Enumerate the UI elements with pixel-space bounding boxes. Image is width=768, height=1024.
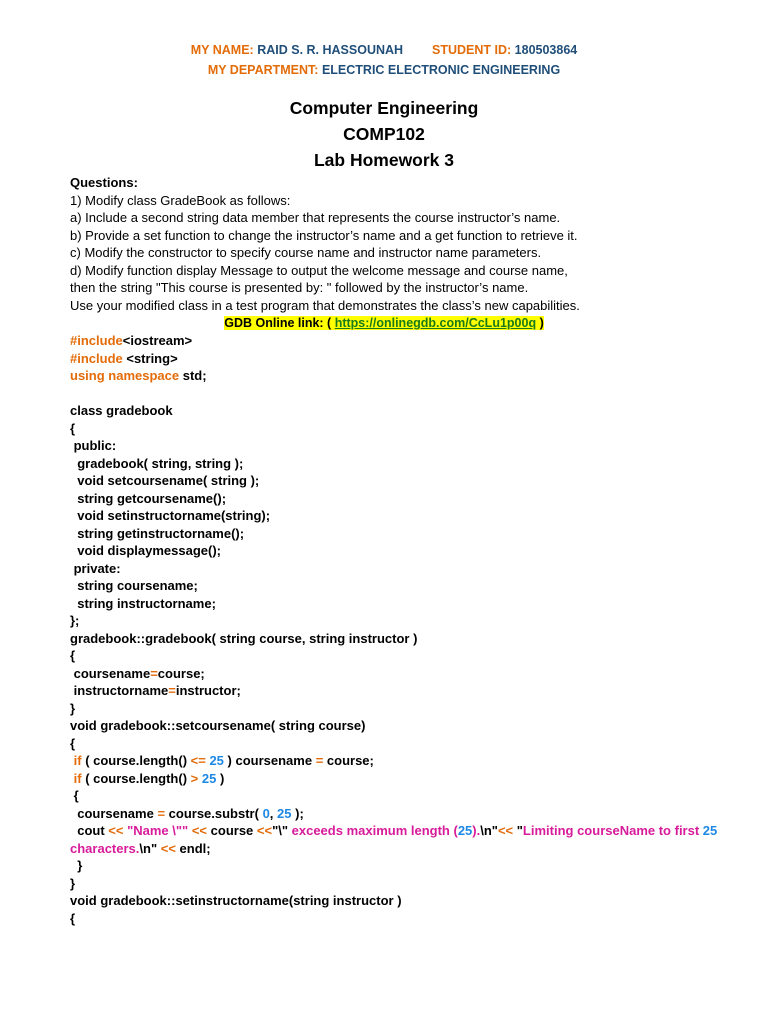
code-line: if ( course.length() > 25 ) [73, 770, 225, 786]
department-line [0, 63, 768, 77]
code-line: { [70, 735, 76, 751]
department-value: ELECTRIC ELECTRONIC ENGINEERING [321, 63, 561, 77]
code-line: { [70, 788, 79, 803]
code-line: string coursename; [70, 578, 198, 593]
code-line: string getinstructorname(); [70, 525, 245, 541]
code-line: { [70, 910, 76, 926]
code-line: using namespace std; [70, 368, 207, 383]
code-line: public: [70, 438, 117, 453]
code-line: } [70, 858, 83, 873]
question-line: Use your modified class in a test program that demonstrates the class’s new capabilities. [70, 297, 580, 313]
code-line: void gradebook::setinstructorname(string instructor ) [70, 893, 402, 908]
course-code: COMP102 [343, 124, 425, 144]
homework-title: Lab Homework 3 [313, 150, 455, 170]
code-line: } [70, 875, 76, 891]
question-line: c) Modify the constructor to specify course name and instructor name parameters. [70, 245, 542, 260]
code-line: coursename=course; [70, 665, 205, 681]
question-line: then the string "This course is presented by: " followed by the instructor’s name. [70, 280, 529, 295]
gdb-close-paren: ) [536, 316, 544, 330]
question-line: 1) Modify class GradeBook as follows: [70, 192, 291, 208]
code-line: cout << "Name \"" << course <<"\" exceeds maximum length (25).\n"<< "Limiting courseName to first 25 [70, 823, 718, 838]
code-line: { [70, 648, 76, 663]
code-line: private: [70, 560, 121, 576]
code-line: class gradebook [70, 403, 173, 418]
code-line: gradebook::gradebook( string course, string instructor ) [70, 630, 418, 646]
code-line: }; [70, 613, 80, 628]
code-line: coursename = course.substr( 0, 25 ); [70, 805, 304, 821]
gdb-online-link[interactable]: https://onlinegdb.com/CcLu1p00q [334, 316, 537, 330]
code-line: gradebook( string, string ); [70, 455, 244, 471]
code-line: { [70, 420, 76, 436]
question-line: b) Provide a set function to change the instructor’s name and a get function to retrieve it. [70, 227, 578, 243]
code-line: string getcoursename(); [70, 490, 227, 506]
name-value: RAID S. R. HASSOUNAH [257, 43, 404, 57]
code-line: void gradebook::setcoursename( string course) [70, 718, 366, 733]
course-title: Computer Engineering [289, 98, 479, 118]
name-label: MY NAME: [190, 43, 254, 57]
code-line: void setinstructorname(string); [70, 508, 271, 523]
student-id-value: 180503864 [514, 43, 578, 57]
gdb-link-line [0, 316, 768, 330]
questions-heading: Questions: [70, 175, 138, 190]
code-line: void setcoursename( string ); [70, 473, 260, 488]
student-id-label: STUDENT ID: [432, 43, 512, 57]
code-line: #include <string> [70, 350, 178, 366]
department-label: MY DEPARTMENT: [207, 63, 319, 77]
code-line: if ( course.length() <= 25 ) coursename = course; [73, 753, 374, 768]
code-line: void displaymessage(); [70, 543, 221, 558]
code-line: instructorname=instructor; [70, 683, 241, 698]
gdb-label: GDB Online link: ( [224, 316, 335, 330]
code-line: string instructorname; [70, 595, 216, 611]
question-line: a) Include a second string data member that represents the course instructor’s name. [70, 210, 561, 225]
code-line: } [70, 700, 76, 716]
question-line: d) Modify function display Message to output the welcome message and course name, [70, 262, 568, 278]
code-line: #include<iostream> [70, 333, 193, 348]
code-line: characters.\n" << endl; [70, 840, 211, 856]
student-info-line [0, 43, 768, 57]
